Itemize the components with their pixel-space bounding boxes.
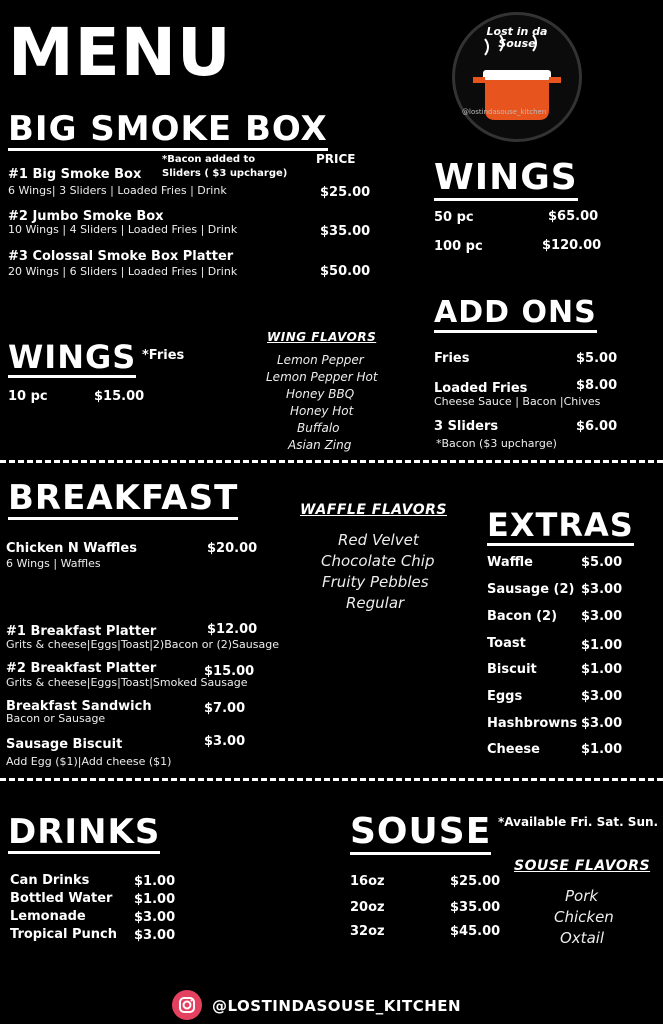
extra-item-name: Eggs [487, 689, 523, 704]
menu-item-name: Chicken N Waffles [6, 541, 137, 556]
drink-item-price: $3.00 [134, 928, 176, 943]
extras-heading: EXTRAS [487, 506, 634, 544]
wing-item-name: 10 pc [8, 389, 48, 404]
add-on-desc: *Bacon ($3 upcharge) [436, 437, 557, 450]
extra-item-price: $1.00 [581, 742, 623, 757]
wing-item-price: $15.00 [94, 389, 145, 404]
extra-item-name: Toast [487, 636, 526, 651]
menu-item-desc: 6 Wings | Waffles [6, 557, 101, 570]
souse-item-price: $25.00 [450, 874, 501, 889]
souse-item-price: $45.00 [450, 924, 501, 939]
flavor-item: Fruity Pebbles [322, 573, 429, 591]
menu-item-desc: Add Egg ($1)|Add cheese ($1) [6, 755, 172, 768]
menu-item-name: Sausage Biscuit [6, 737, 123, 752]
drink-item-name: Tropical Punch [10, 927, 118, 942]
wings-note: *Fries [142, 348, 185, 363]
flavor-item: Red Velvet [338, 531, 419, 549]
extra-item-name: Waffle [487, 555, 533, 570]
extra-item-name: Hashbrowns [487, 716, 578, 731]
extra-item-price: $5.00 [581, 555, 623, 570]
add-on-price: $5.00 [576, 351, 618, 366]
menu-item-desc: 20 Wings | 6 Sliders | Loaded Fries | Drink [8, 265, 238, 278]
drink-item-name: Bottled Water [10, 891, 113, 906]
drink-item-name: Lemonade [10, 909, 86, 924]
flavor-item: Regular [346, 594, 405, 612]
menu-item-desc: 10 Wings | 4 Sliders | Loaded Fries | Drink [8, 223, 238, 236]
extra-item-price: $1.00 [581, 638, 623, 653]
flavor-item: Chicken [554, 908, 614, 926]
extra-item-price: $1.00 [581, 662, 623, 677]
menu-item-price: $25.00 [320, 185, 371, 200]
menu-item-desc: 6 Wings| 3 Sliders | Loaded Fries | Drink [8, 184, 227, 197]
add-on-price: $8.00 [576, 378, 618, 393]
wing-item-name: 50 pc [434, 210, 474, 225]
wing-item-name: 100 pc [434, 239, 483, 254]
flavor-item: Honey BBQ [286, 387, 355, 401]
drink-item-price: $3.00 [134, 910, 176, 925]
souse-item-name: 20oz [350, 900, 385, 915]
drinks-heading: DRINKS [8, 812, 161, 852]
menu-item-price: $50.00 [320, 264, 371, 279]
page-title: MENU [8, 14, 232, 91]
breakfast-heading: BREAKFAST [8, 478, 239, 518]
souse-item-price: $35.00 [450, 900, 501, 915]
souse-flavors-heading: SOUSE FLAVORS [514, 858, 651, 874]
drink-item-name: Can Drinks [10, 873, 90, 888]
flavor-item: Oxtail [560, 929, 605, 947]
add-on-price: $6.00 [576, 419, 618, 434]
wing-item-price: $120.00 [542, 238, 602, 253]
big-smoke-box-heading: BIG SMOKE BOX [8, 109, 328, 149]
flavor-item: Buffalo [297, 421, 340, 435]
logo-text: Lost in da Souse [486, 25, 548, 51]
add-on-name: Fries [434, 351, 470, 366]
add-on-name: Loaded Fries [434, 381, 528, 396]
menu-item-name: #2 Jumbo Smoke Box [8, 209, 164, 224]
menu-item-price: $20.00 [207, 541, 258, 556]
souse-note: *Available Fri. Sat. Sun. [498, 815, 659, 829]
menu-item-desc: Grits & cheese|Eggs|Toast|2)Bacon or (2)Sausage [6, 638, 279, 651]
menu-item-price: $12.00 [207, 622, 258, 637]
menu-item-price: $35.00 [320, 224, 371, 239]
flavor-item: Asian Zing [288, 438, 352, 452]
extra-item-name: Bacon (2) [487, 609, 558, 624]
add-on-desc: Cheese Sauce | Bacon |Chives [434, 395, 601, 408]
instagram-icon[interactable] [172, 990, 202, 1020]
instagram-handle[interactable]: @LOSTINDASOUSE_KITCHEN [212, 997, 462, 1015]
extra-item-price: $3.00 [581, 609, 623, 624]
flavor-item: Chocolate Chip [321, 552, 435, 570]
flavor-item: Lemon Pepper Hot [266, 370, 378, 384]
flavor-item: Lemon Pepper [277, 353, 364, 367]
add-on-name: 3 Sliders [434, 419, 499, 434]
wing-flavors-heading: WING FLAVORS [267, 330, 377, 344]
extra-item-price: $3.00 [581, 582, 623, 597]
souse-item-name: 16oz [350, 874, 385, 889]
wings-heading-right: WINGS [434, 160, 578, 201]
menu-item-name: #1 Breakfast Platter [6, 624, 157, 639]
section-divider [0, 460, 663, 463]
menu-item-name: #2 Breakfast Platter [6, 661, 157, 676]
souse-heading: SOUSE [350, 814, 491, 855]
flavor-item: Pork [565, 887, 599, 905]
extra-item-price: $3.00 [581, 716, 623, 731]
menu-item-name: #1 Big Smoke Box [8, 167, 142, 182]
extra-item-name: Sausage (2) [487, 582, 575, 597]
wing-item-price: $65.00 [548, 209, 599, 224]
extra-item-price: $3.00 [581, 689, 623, 704]
menu-item-name: Breakfast Sandwich [6, 699, 152, 714]
menu-item-desc: Bacon or Sausage [6, 712, 106, 725]
big-smoke-box-note: *Bacon added to Sliders ( $3 upcharge) [162, 154, 288, 179]
extra-item-name: Cheese [487, 742, 540, 757]
menu-item-price: $7.00 [204, 701, 246, 716]
price-label: PRICE [316, 152, 356, 166]
drink-item-price: $1.00 [134, 874, 176, 889]
menu-item-name: #3 Colossal Smoke Box Platter [8, 249, 234, 264]
logo-handle: @lostindasouse_kitchen [462, 108, 547, 116]
menu-item-price: $15.00 [204, 664, 255, 679]
menu-item-desc: Grits & cheese|Eggs|Toast|Smoked Sausage [6, 676, 248, 689]
add-ons-heading: ADD ONS [434, 298, 597, 333]
drink-item-price: $1.00 [134, 892, 176, 907]
extra-item-name: Biscuit [487, 662, 537, 677]
waffle-flavors-heading: WAFFLE FLAVORS [300, 502, 447, 518]
souse-item-name: 32oz [350, 924, 385, 939]
wings-heading-left: WINGS [8, 338, 137, 376]
flavor-item: Honey Hot [290, 404, 354, 418]
menu-item-price: $3.00 [204, 734, 246, 749]
section-divider [0, 778, 663, 781]
